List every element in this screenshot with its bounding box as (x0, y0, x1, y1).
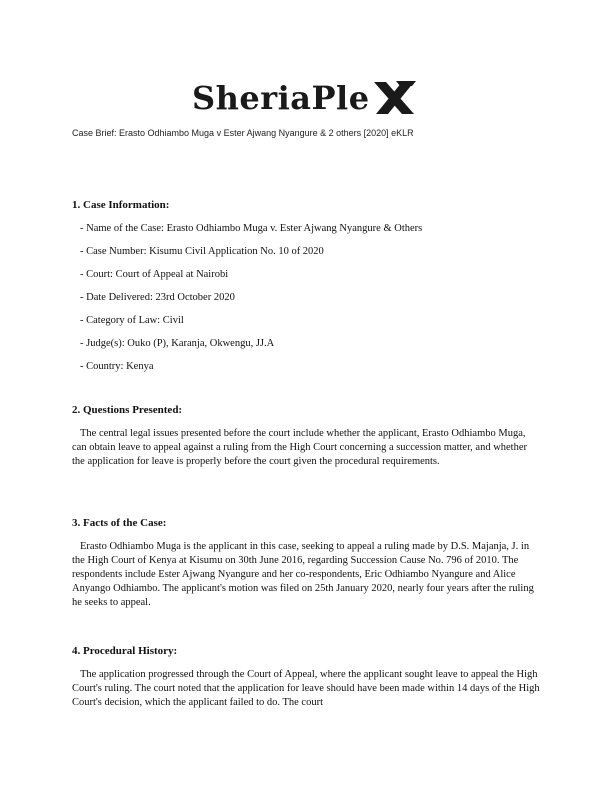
case-info-item: - Country: Kenya (80, 361, 154, 372)
case-info-item: - Category of Law: Civil (80, 315, 184, 326)
section-case-information (72, 199, 542, 383)
section-paragraph: The application progressed through the Court of Appeal, where the applicant sought leave to appeal the High Court's ruling. The court noted that the application for leave should have been made within 14 days of the High Court's decision, which the applicant failed to do. The court (72, 669, 540, 708)
section-title: 1. Case Information: (72, 199, 170, 211)
sheriaplex-logo (192, 78, 422, 118)
section-facts (72, 517, 542, 610)
section-procedural-history (72, 645, 542, 710)
case-info-item: - Case Number: Kisumu Civil Application No. 10 of 2020 (80, 246, 324, 257)
section-title: 4. Procedural History: (72, 645, 178, 657)
section-title: 3. Facts of the Case: (72, 517, 167, 529)
section-paragraph: Erasto Odhiambo Muga is the applicant in this case, seeking to appeal a ruling made by D.S. Majanja, J. in the High Court of Kenya at Kisumu on 30th June 2016, regarding Succession Cause No. 796 of 2010. The respondents include Ester Ajwang Nyangure and her co-respondents, Eric Odhiambo Nyangure and Alice Anyango Odhiambo. The applicant's motion was filed on 25th January 2020, nearly four years after the ruling he seeks to appeal. (72, 541, 534, 608)
case-brief-line: Case Brief: Erasto Odhiambo Muga v Ester Ajwang Nyangure & 2 others [2020] eKLR (72, 128, 414, 138)
case-info-item: - Court: Court of Appeal at Nairobi (80, 269, 229, 280)
x-mark-icon (372, 80, 416, 116)
case-info-item: - Date Delivered: 23rd October 2020 (80, 292, 235, 303)
section-questions-presented (72, 404, 542, 469)
case-info-item: - Judge(s): Ouko (P), Karanja, Okwengu, JJ.A (80, 338, 275, 349)
section-title: 2. Questions Presented: (72, 404, 183, 416)
logo-wordmark: SheriaPle (192, 79, 370, 117)
case-info-item: - Name of the Case: Erasto Odhiambo Muga v. Ester Ajwang Nyangure & Others (80, 223, 423, 234)
section-paragraph: The central legal issues presented before the court include whether the applicant, Erasto Odhiambo Muga, can obtain leave to appeal against a ruling from the High Court concerning a succession matter, and whether the application for leave is properly before the court given the procedural requirements. (72, 428, 528, 467)
